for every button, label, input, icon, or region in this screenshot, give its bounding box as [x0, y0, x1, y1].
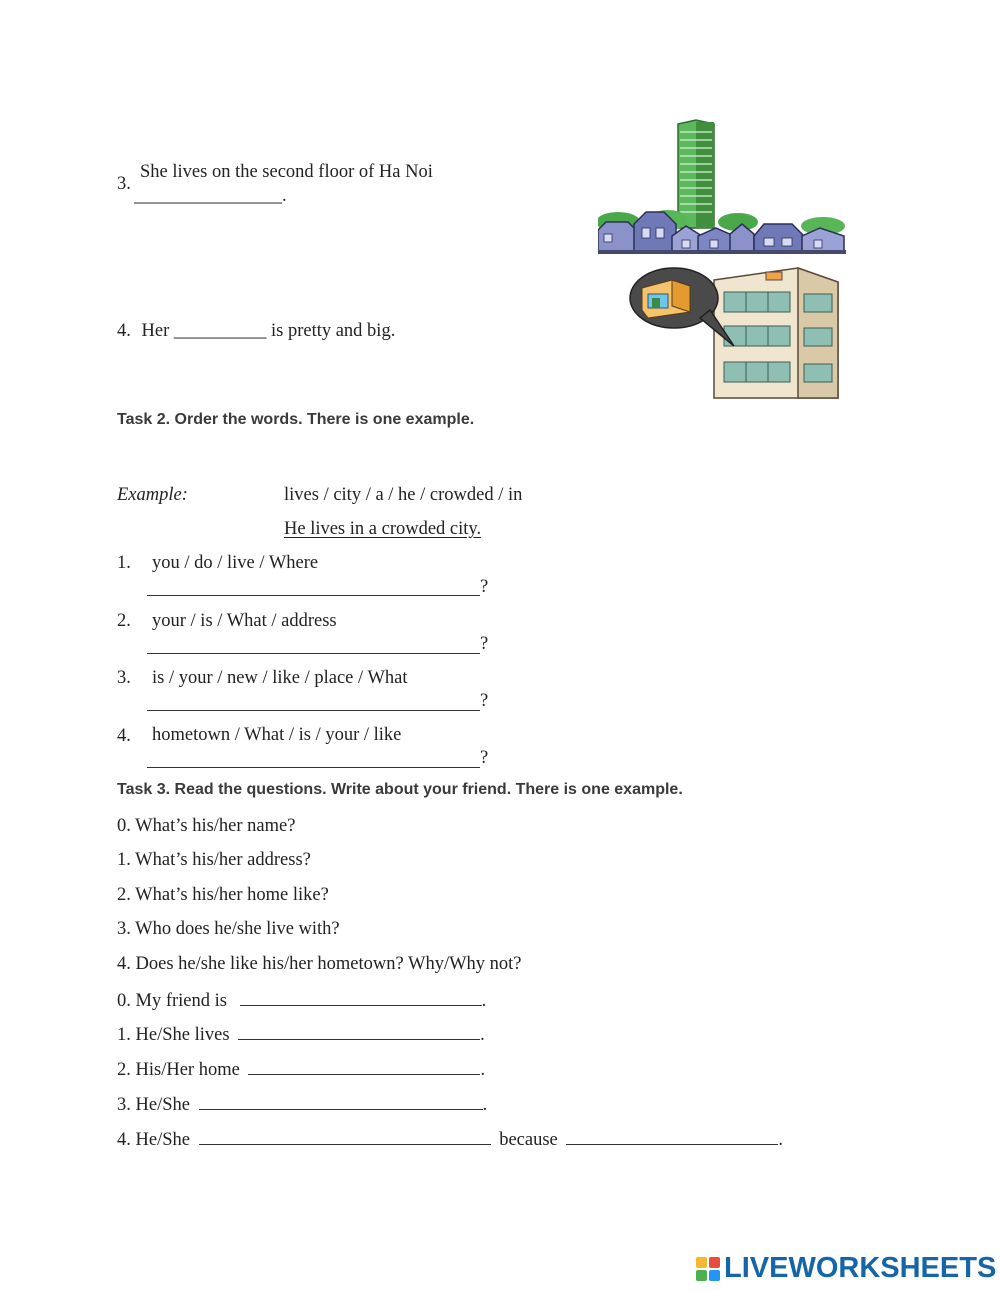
task3-answer-2-prefix: 2. His/Her home: [117, 1060, 240, 1080]
task3-question-4: 4. Does he/she like his/her hometown? Why/Why not?: [117, 954, 522, 974]
task3-question-2: 2. What’s his/her home like?: [117, 885, 329, 905]
task3-answer-2-end: .: [480, 1060, 486, 1080]
task3-answer-1-blank[interactable]: [238, 1023, 480, 1040]
task2-item1-answer-line[interactable]: [147, 579, 480, 596]
task3-answer-0-prefix: 0. My friend is: [117, 991, 227, 1011]
task2-item4-words: hometown / What / is / your / like: [152, 725, 402, 745]
task1-item4-before: Her: [141, 321, 170, 341]
task3-answer-1: [117, 1023, 485, 1046]
task1-item4: [117, 321, 395, 342]
task2-item3-answer-line[interactable]: [147, 694, 480, 711]
task3-answer-1-prefix: 1. He/She lives: [117, 1025, 230, 1045]
task2-item4-answer-line[interactable]: [147, 751, 480, 768]
logo-text: LIVEWORKSHEETS: [724, 1252, 997, 1284]
task2-item1-words: you / do / live / Where: [152, 553, 319, 573]
city-skyscraper-illustration: [598, 118, 846, 254]
task3-question-0: 0. What’s his/her name?: [117, 816, 296, 836]
task1-item3-text: She lives on the second floor of Ha Noi: [140, 162, 433, 182]
task3-answer-3-prefix: 3. He/She: [117, 1095, 190, 1115]
task3-answer-4-blank-b[interactable]: [566, 1128, 778, 1145]
apartment-building-illustration: [628, 266, 840, 400]
task3-answer-0: [117, 989, 486, 1012]
task3-answer-4-prefix: 4. He/She: [117, 1130, 190, 1150]
task3-answer-3: [117, 1093, 487, 1116]
task2-example-answer: He lives in a crowded city.: [284, 519, 482, 539]
task3-answer-4-blank-a[interactable]: [199, 1128, 491, 1145]
task3-answer-0-blank[interactable]: [240, 989, 482, 1006]
task1-item3-answer-blank[interactable]: ________________.: [134, 186, 287, 206]
task3-answer-3-blank[interactable]: [199, 1093, 483, 1110]
task2-item2-question-mark: ?: [480, 634, 489, 654]
liveworksheets-logo: [696, 1252, 996, 1285]
logo-blocks-icon: [696, 1257, 720, 1281]
task2-item2-answer-line[interactable]: [147, 637, 480, 654]
task2-item4-number: 4.: [117, 726, 131, 746]
task3-answer-4: [117, 1128, 783, 1151]
task3-question-1: 1. What’s his/her address?: [117, 850, 311, 870]
task3-answer-4-middle: because: [499, 1130, 558, 1150]
task2-item2-number: 2.: [117, 611, 131, 631]
task2-item1-number: 1.: [117, 553, 131, 573]
task1-item4-after: is pretty and big.: [270, 321, 396, 341]
task1-item3-number: 3.: [117, 174, 131, 194]
task3-answer-0-end: .: [481, 991, 487, 1011]
task3-answer-3-end: .: [482, 1095, 488, 1115]
task2-example-words: lives / city / a / he / crowded / in: [284, 485, 523, 505]
task3-answer-2: [117, 1058, 485, 1081]
task2-item3-words: is / your / new / like / place / What: [152, 668, 408, 688]
task3-heading: Task 3. Read the questions. Write about your friend. There is one example.: [117, 781, 683, 798]
task2-example-label: Example:: [117, 485, 188, 505]
task3-answer-4-end: .: [778, 1130, 784, 1150]
task1-item4-answer-blank[interactable]: __________: [173, 321, 267, 341]
task2-item2-words: your / is / What / address: [152, 611, 337, 631]
task3-answer-2-blank[interactable]: [248, 1058, 480, 1075]
task1-item4-number: 4.: [117, 321, 131, 341]
task2-heading: Task 2. Order the words. There is one example.: [117, 411, 475, 428]
task3-answer-1-end: .: [480, 1025, 485, 1045]
task2-item1-question-mark: ?: [480, 577, 489, 597]
task3-question-3: 3. Who does he/she live with?: [117, 919, 340, 939]
task2-item3-number: 3.: [117, 668, 131, 688]
task2-item3-question-mark: ?: [480, 691, 489, 711]
task2-item4-question-mark: ?: [480, 748, 489, 768]
